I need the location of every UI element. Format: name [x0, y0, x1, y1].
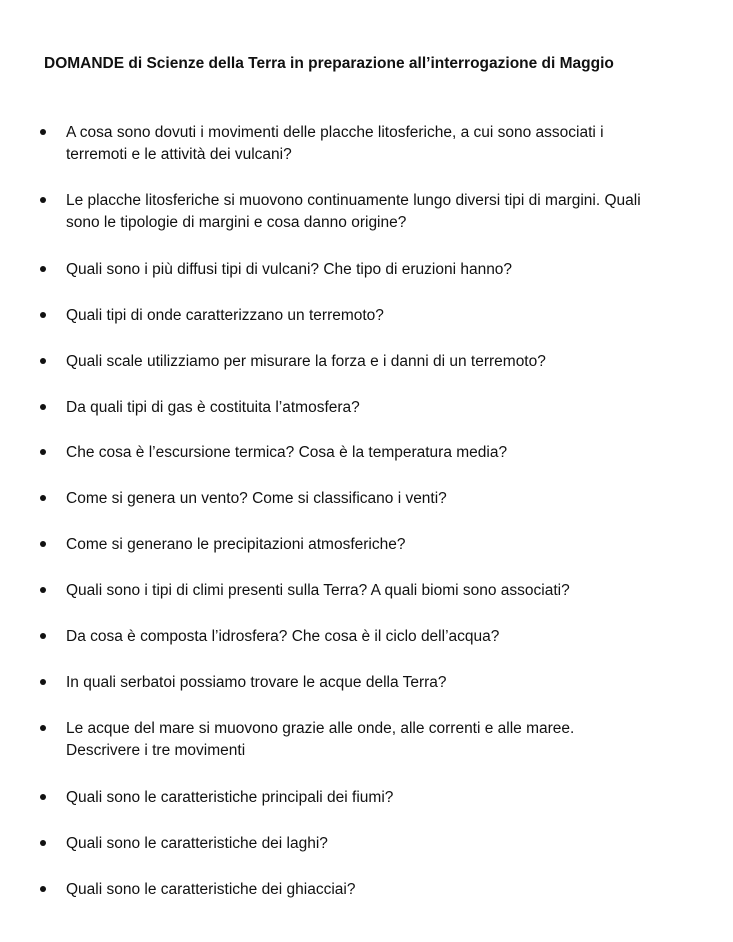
- bullet-icon: [40, 679, 46, 685]
- bullet-icon: [40, 886, 46, 892]
- bullet-icon: [40, 449, 46, 455]
- bullet-icon: [40, 197, 46, 203]
- bullet-icon: [40, 541, 46, 547]
- bullet-icon: [40, 633, 46, 639]
- bullet-icon: [40, 358, 46, 364]
- question-text: Da quali tipi di gas è costituita l’atmosfera?: [66, 399, 360, 416]
- question-text: Le acque del mare si muovono grazie alle onde, alle correnti e alle maree. Descrivere i tre movimenti: [66, 720, 575, 759]
- question-text: Da cosa è composta l’idrosfera? Che cosa è il ciclo dell’acqua?: [66, 628, 500, 645]
- bullet-icon: [40, 794, 46, 800]
- question-text: Quali scale utilizziamo per misurare la forza e i danni di un terremoto?: [66, 353, 546, 370]
- bullet-icon: [40, 266, 46, 272]
- question-text: Le placche litosferiche si muovono continuamente lungo diversi tipi di margini. Quali sono le tipologie di margini e cosa danno origine?: [66, 192, 641, 231]
- bullet-icon: [40, 587, 46, 593]
- question-text: Che cosa è l’escursione termica? Cosa è la temperatura media?: [66, 444, 508, 461]
- question-text: Quali tipi di onde caratterizzano un terremoto?: [66, 307, 384, 324]
- bullet-icon: [40, 495, 46, 501]
- question-text: Come si generano le precipitazioni atmosferiche?: [66, 536, 406, 553]
- bullet-icon: [40, 129, 46, 135]
- question-text: Quali sono le caratteristiche principali dei fiumi?: [66, 789, 394, 806]
- question-text: Quali sono i più diffusi tipi di vulcani? Che tipo di eruzioni hanno?: [66, 261, 513, 278]
- bullet-icon: [40, 312, 46, 318]
- question-text: Quali sono i tipi di climi presenti sulla Terra? A quali biomi sono associati?: [66, 582, 570, 599]
- question-text: In quali serbatoi possiamo trovare le acque della Terra?: [66, 674, 447, 691]
- question-text: Come si genera un vento? Come si classificano i venti?: [66, 490, 447, 507]
- question-text: A cosa sono dovuti i movimenti delle placche litosferiche, a cui sono associati i terremoti e le attività dei vulcani?: [66, 124, 604, 163]
- bullet-icon: [40, 725, 46, 731]
- bullet-icon: [40, 404, 46, 410]
- question-text: Quali sono le caratteristiche dei ghiacciai?: [66, 881, 356, 898]
- document-title: DOMANDE di Scienze della Terra in preparazione all’interrogazione di Maggio: [44, 55, 614, 72]
- question-text: Quali sono le caratteristiche dei laghi?: [66, 835, 328, 852]
- bullet-icon: [40, 840, 46, 846]
